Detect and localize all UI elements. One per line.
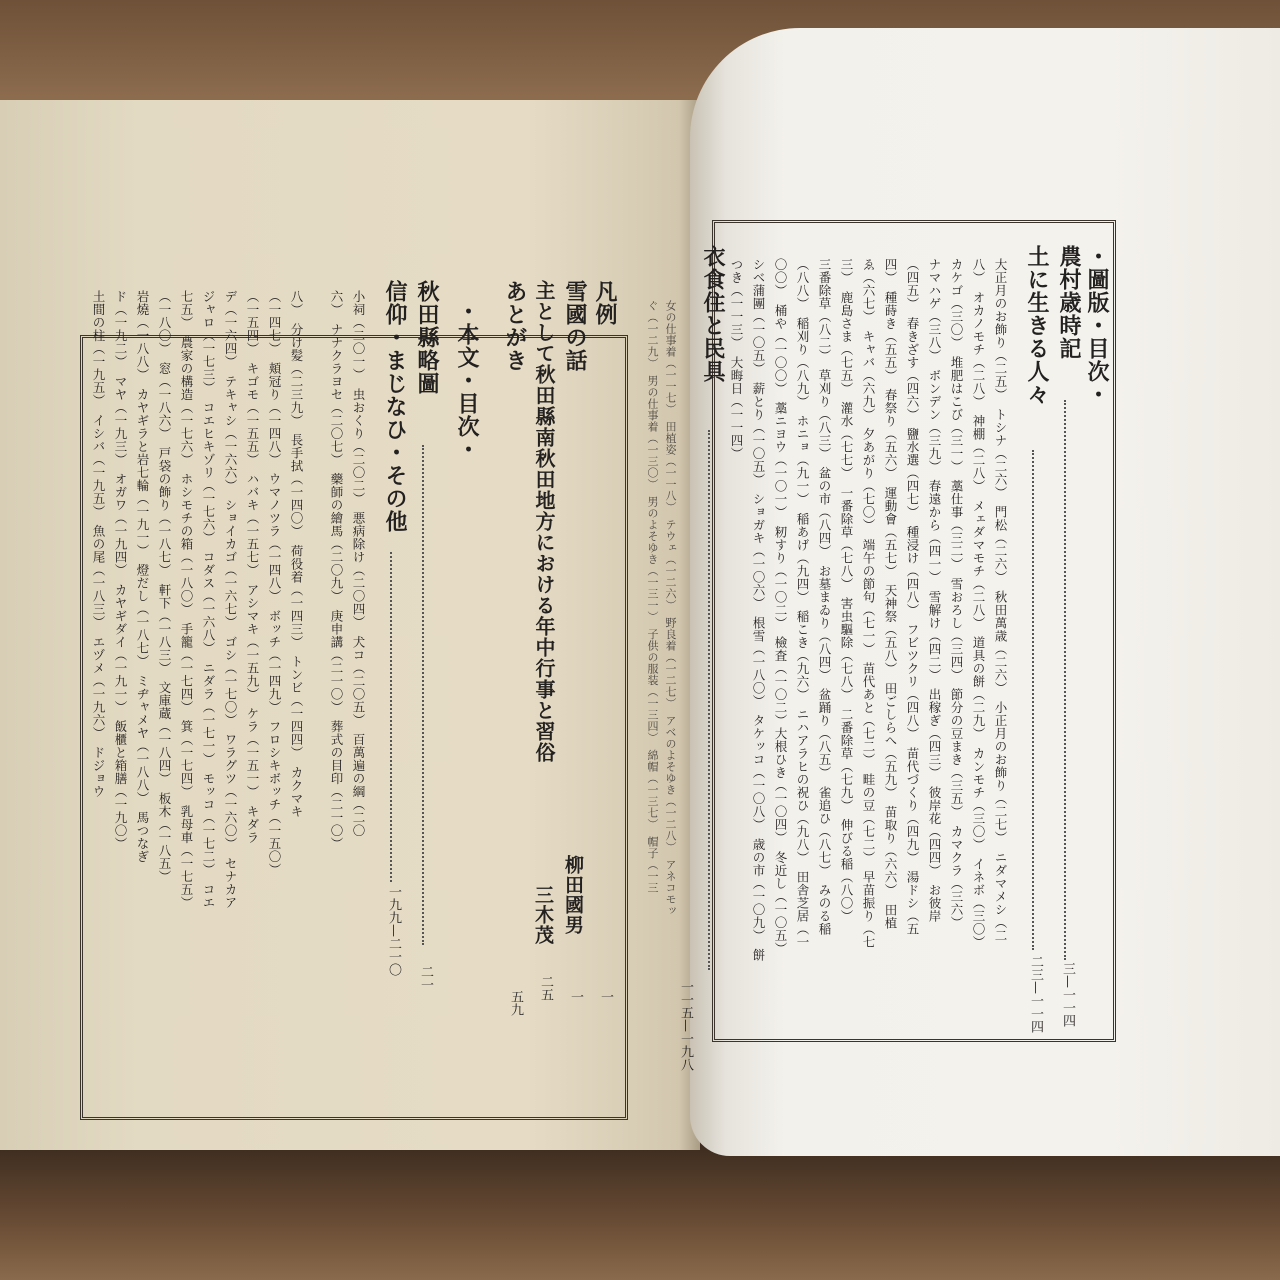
dot-leader-faith: [390, 552, 392, 882]
calendar-line-8: 三） 鹿島さま（七五） 灌水（七七） 一番除草（七八） 害虫驅除（七八） 二番除草（七九） 伸びる稲（八〇）: [839, 258, 854, 923]
faith-heading: 信仰・まじなひ・その他: [382, 280, 408, 533]
home-line-6: 七五） 農家の構造（一七六） ホシモチの箱（一八〇） 手籠（一七四） 箕（一七四） 乳母車（一七五）: [179, 290, 194, 909]
toc-heading-atogaki: あとがき: [502, 280, 528, 372]
home-line-2: （一四七） 頬冠り（一四八） ウマノツラ（一四八） ボッチ（一四九） フロシキボッチ（一五〇）: [267, 290, 282, 876]
clothing-line-2: ぐ（一二九） 男の仕事着（一三〇） 男のよそゆき（一三一） 子供の服装（一三四） 綿帽（一三七） 帽子（一三: [646, 300, 659, 894]
home-line-1: 八） 分け髪（二三九） 長手拭（一四〇） 荷役着（一四三） トンビ（一四四） カクマキ: [289, 290, 304, 818]
dot-leader-clothing: [708, 430, 710, 970]
home-line-3: （一五四） キゴモ（一五五） ハバキ（一五七） アシマキ（一五九） ケラ（一五一） キダラ: [245, 290, 260, 844]
dot-leader-land: [1032, 450, 1034, 950]
calendar-line-5: （四五） 春きざす（四六） 鹽水選（四七） 種浸け（四八） フビツクリ（四八） 苗代づくり（四九） 湯ドシ（五: [905, 258, 920, 936]
author-miki: 三木茂: [532, 885, 554, 945]
home-line-10: 土間の柱（一九五） イシバ（一九五） 魚の尾（一八三） エヅメ（一九六） ドジョウ: [91, 290, 106, 798]
calendar-line-9: 三番除草（八二） 草刈り（八三） 盆の市（八四） お墓まゐり（八四） 盆踊り（八五） 雀追ひ（八七） みのる稲: [817, 258, 832, 936]
home-line-9: ド（一九二） マヤ（一九三） オガワ（一九四） カヤギダイ（一九一） 飯櫃と箱膳（一九〇）: [113, 290, 128, 850]
faith-line-2: 六） ナナクラヨセ（二〇七） 藥師の繪馬（二〇九） 庚申講（二一〇） 葬式の目印（二一〇）: [329, 290, 344, 850]
main-toc-heading: ・本文・目次・: [454, 300, 480, 461]
page-num-yukiguni: 一: [568, 990, 583, 1003]
home-line-5: ジャロ（一七三） コエヒキゾリ（一七六） コダス（一六八） ニダラ（一七一） モッコ（一七二） コエ: [201, 290, 216, 909]
toc-heading-mainstudy: 主として秋田縣南秋田地方における年中行事と習俗: [532, 280, 556, 763]
table-shadow: [0, 1140, 1280, 1280]
calendar-line-4: ナマハゲ（三八） ボンデン（三九） 春遠から（四一） 雪解け（四二） 出稼ぎ（四三） 彼岸花（四四） お彼岸: [927, 258, 942, 923]
page-range-clothing: 一一五—一九八: [678, 980, 693, 1071]
page-range-agri: 三—一一四: [1060, 962, 1075, 1027]
land-people-heading: 土に生きる人々: [1024, 245, 1050, 406]
calendar-line-13: つき（一一三） 大晦日（一一四）: [729, 258, 744, 460]
calendar-line-2: 八） オカノモチ（二八） 神棚（二八） メェダマモチ（二八） 道具の餅（二九） カンモチ（三〇） イネボ（三〇）: [971, 258, 986, 949]
page-num-hanrei: 一: [598, 990, 613, 1003]
home-line-7: （一八〇） 窓（一八六） 戸袋の飾り（一八七） 軒下（一八三） 文庫蔵（一八四） 板木（一八五）: [157, 290, 172, 883]
calendar-line-10: （八八） 稲刈り（八九） ホニョ（九一） 稲あげ（九四） 稲こき（九六） ニハアラヒの祝ひ（九八） 田舎芝居（一: [795, 258, 810, 949]
author-yanagita: 柳田國男: [562, 855, 584, 935]
agri-calendar-heading: 農村歳時記: [1056, 245, 1082, 360]
clothing-line-1: 女の仕事着（一一七） 田植姿（一一八） テウェ（一二六） 野良着（一二七） アベのよそゆき（一二八） アネコモッ: [664, 300, 677, 917]
home-line-8: 岩燒（一八八） カヤギラと岩七輪（一九一） 燈だし（一八七） ミヂャメヤ（一八八） 馬つなぎ: [135, 290, 150, 863]
dot-leader-agri: [1064, 400, 1066, 960]
plates-toc-heading: ・圖版・目次・: [1084, 245, 1110, 406]
faith-line-1: 小祠（二〇一） 虫おくり（二〇二） 悪病除け（二〇四） 犬コ（二〇五） 百萬遍の綱（二〇: [351, 290, 366, 837]
page-range-land: 二三—一一四: [1028, 955, 1043, 1033]
dot-leader-map: [422, 445, 424, 945]
clothing-heading: 衣食住と民具: [700, 245, 726, 383]
map-heading: 秋田縣略圖: [414, 280, 440, 395]
page-num-atogaki: 五九: [508, 990, 523, 1016]
calendar-line-7: ゑ（六七） キャバ（六九） 夕あがり（七〇） 端午の節句（七一） 苗代あと（七二） 畦の豆（七二） 早苗振り（七: [861, 258, 876, 949]
calendar-line-1: 大正月のお飾り（二五） トシナ（二六） 門松（二六） 秋田萬歳（二六） 小正月のお飾り（二七） ニダマメシ（二: [993, 258, 1008, 942]
home-line-4: デ（一六四） テキャシ（一六六） ショイカゴ（一六七） ゴシ（一七〇） ワラグツ（一六〇） セナカア: [223, 290, 238, 909]
toc-heading-hanrei: 凡例: [592, 280, 618, 326]
page-num-mainstudy: 二五: [538, 975, 553, 1001]
calendar-line-6: 四） 種蒔き（五五） 春祭り（五六） 運動會（五七） 天神祭（五八） 田ごしらへ（五九） 苗取り（六六） 田植: [883, 258, 898, 930]
calendar-line-3: カケゴ（三〇） 堆肥はこび（三一） 藁仕事（三二） 雪おろし（三四） 節分の豆まき（三五） カマクラ（三六）: [949, 258, 964, 929]
page-num-map: 二一: [418, 965, 433, 991]
page-range-faith: 一九九—二一〇: [386, 885, 401, 976]
calendar-line-12: シベ蒲團（一〇五） 薪とり（一〇五） ショガキ（一〇六） 根雪（一八〇） タケッコ（一〇八） 歳の市（一〇九） 餅: [751, 258, 766, 962]
toc-heading-yukiguni: 雪國の話: [562, 280, 588, 372]
calendar-line-11: 〇〇） 桶や（一〇〇） 藁ニヨウ（一〇一） 籾すり（一〇二） 檢査（一〇二）大根ひき（一〇四） 冬近し（一〇五）: [773, 258, 788, 955]
